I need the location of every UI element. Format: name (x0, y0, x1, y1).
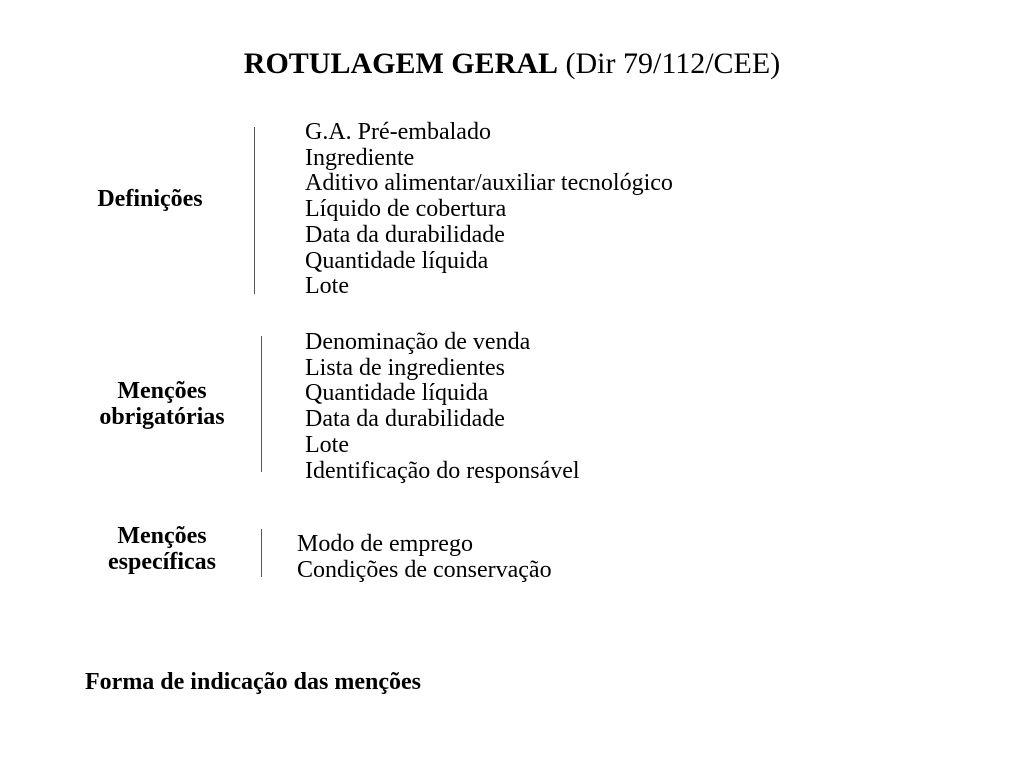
list-item: G.A. Pré-embalado (305, 119, 491, 145)
list-item: Condições de conservação (297, 556, 552, 583)
list-item: Aditivo alimentar/auxiliar tecnológico (305, 170, 673, 197)
group-label-line: Definições (97, 186, 203, 212)
list-item: Data da durabilidade (305, 406, 505, 433)
list-item: Lista de ingredientes (305, 354, 505, 381)
title-main: ROTULAGEM GERAL (243, 47, 558, 80)
list-item: Identificação do responsável (305, 457, 580, 484)
list-item: Lote (305, 273, 349, 300)
list-item: Ingrediente (305, 144, 415, 171)
title-sub: (Dir 79/112/CEE) (565, 47, 781, 80)
list-item: Quantidade líquida (305, 247, 489, 274)
group-label-mencoes-especificas (62, 523, 262, 575)
bracket-divider-mencoes-especificas (261, 529, 262, 577)
group-label-definicoes (62, 186, 238, 212)
footer-heading: Forma de indicação das menções (85, 669, 421, 695)
list-item: Líquido de cobertura (305, 196, 507, 223)
list-item: Denominação de venda (305, 329, 531, 355)
slide-title (0, 44, 1024, 84)
list-item: Quantidade líquida (305, 380, 489, 407)
list-item: Data da durabilidade (305, 221, 505, 248)
mencoes-especificas-list (297, 532, 552, 583)
group-label-line: Menções (117, 378, 207, 404)
bracket-divider-definicoes (254, 127, 255, 294)
bracket-divider-mencoes-obrigatorias (261, 336, 262, 472)
group-label-line: específicas (108, 549, 216, 575)
group-label-line: obrigatórias (99, 404, 225, 430)
group-label-line: Menções (117, 523, 207, 549)
list-item: Lote (305, 431, 349, 458)
group-label-mencoes-obrigatorias (62, 378, 262, 430)
list-item: Modo de emprego (297, 531, 473, 557)
mencoes-obrigatorias-list (305, 330, 580, 484)
definicoes-list (305, 120, 673, 300)
